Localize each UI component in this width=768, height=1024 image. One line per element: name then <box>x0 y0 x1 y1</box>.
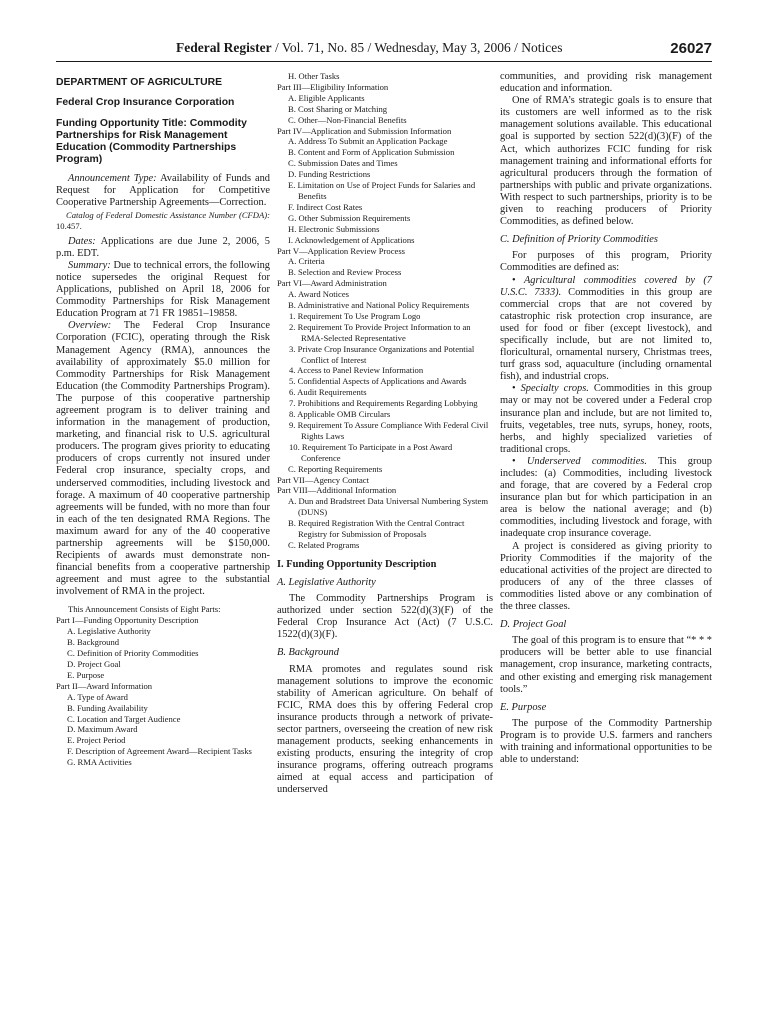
bullet-agricultural-text: Commodities in this group are commercial crops that are not covered by catastrophic risk protection crop insurance, are used for food or fiber (except livestock), and specifically include, but are not limited to, floricultural, ornamental nursery, Christmas trees, turf grass sod, aquaculture (including ornamental fish), and industrial crops. <box>500 286 712 383</box>
page-number: 26027 <box>670 40 712 57</box>
toc-entry: H. Electronic Submissions <box>288 223 380 234</box>
toc-entry: Part V—Application Review Process <box>277 245 406 256</box>
catalog-text: 10.457. <box>56 220 82 231</box>
toc-entry: E. Purpose <box>67 669 105 680</box>
subsection-heading-d: D. Project Goal <box>500 619 567 631</box>
toc-entry: A. Dun and Bradstreet Data Universal Numbering System (DUNS) <box>288 496 488 518</box>
toc-entry: 2. Requirement To Provide Project Information to an RMA-Selected Representative <box>289 321 471 343</box>
toc-entry: 4. Access to Panel Review Information <box>289 365 424 376</box>
toc-entry: 3. Private Crop Insurance Organizations and Potential Conflict of Interest <box>289 343 475 365</box>
subsection-heading-b: B. Background <box>277 647 339 659</box>
toc-entry: 10. Requirement To Participate in a Post Award Conference <box>289 441 453 463</box>
priority-criteria-paragraph: A project is considered as giving priority to Priority Commodities if the majority of the educational activities of the project are directed to producers of any of the three classes of commodities listed above or any combination of the three classes. <box>500 540 712 613</box>
dates-label: Dates: <box>68 235 96 247</box>
column-2 <box>277 71 493 797</box>
toc-entry: H. Other Tasks <box>288 71 340 81</box>
overview-paragraph <box>56 320 270 598</box>
column-3 <box>500 71 712 766</box>
toc-entry: B. Background <box>67 637 120 648</box>
legislative-authority-text: The Commodity Partnerships Program is authorized under section 522(d)(3)(F) of the Federal Crop Insurance Act (Act) (7 U.S.C. 1522(d)(3)(F). <box>277 593 493 641</box>
overview-text: The Federal Crop Insurance Corporation (FCIC), operating through the Risk Management Agency (RMA), announces the availability of approximately $5.0 million for Commodity Partnerships for Risk Management Education (the Commodity Partnerships Program). The purpose of this cooperative partnership agreement program is to deliver training and information in the management of production, marketing, and financial risk to U.S. agricultural producers. The program gives priority to educating producers of crops currently not insured under Federal crop insurance, specialty crops, and underserved commodities, including livestock and forage. A maximum of 40 cooperative partnership agreements will be funded, with no more than four in each of the ten designated RMA Regions. The maximum award for any of the 40 cooperative partnership agreements will be $150,000. Recipients of awards must demonstrate non-financial benefits from a cooperative partnership agreement and must agree to the substantial involvement of RMA in the project. <box>56 320 270 598</box>
toc-entry: B. Selection and Review Process <box>288 267 402 278</box>
publication-name: Federal Register <box>176 40 272 55</box>
toc-entry: Part VII—Agency Contact <box>277 474 369 485</box>
toc-entry: G. Other Submission Requirements <box>288 212 411 223</box>
issue-info: / Vol. 71, No. 85 / Wednesday, May 3, 2006 / Notices <box>271 40 563 55</box>
project-goal-text: The goal of this program is to ensure that “* * * producers will be better able to use financial management, crop insurance, marketing contracts, and other existing and emerging risk management tools.” <box>500 635 712 695</box>
toc-entry: Part I—Funding Opportunity Description <box>56 615 199 626</box>
background-continued: communities, and providing risk management education and information. <box>500 71 712 95</box>
toc-entry: C. Submission Dates and Times <box>288 158 398 169</box>
toc-entry: A. Criteria <box>288 256 325 267</box>
toc-entry: A. Legislative Authority <box>67 626 151 637</box>
overview-label: Overview: <box>68 320 112 332</box>
bullet-underserved: • Underserved commodities. This group includes: (a) Commodities, including livestock and forage, that are covered by a Federal crop insurance plan but for which participation in an area is below the national average; and (b) commodities, including livestock and forage, with inadequate crop insurance coverage. <box>500 455 712 540</box>
announcement-label: Announcement Type: <box>68 172 157 184</box>
toc-entry: Part II—Award Information <box>56 680 153 691</box>
toc-entry: A. Type of Award <box>67 691 128 702</box>
toc-entry: B. Content and Form of Application Submission <box>288 147 455 158</box>
catalog-number <box>56 210 270 232</box>
bullet-agricultural: • Agricultural commodities covered by (7 U.S.C. 7333). Commodities in this group are commercial crops that are not covered by catastrophic risk protection crop insurance, are used for food or fiber (except livestock), and specifically include, but are not limited to, floricultural, ornamental nursery, Christmas trees, turf grass sod, aquaculture (including ornamental fish), and industrial crops. <box>500 274 712 383</box>
dates-text: Applications are due June 2, 2006, 5 p.m. EDT. <box>56 235 270 259</box>
toc-intro: This Announcement Consists of Eight Parts: <box>68 604 221 615</box>
toc-entry: 7. Prohibitions and Requirements Regarding Lobbying <box>289 398 478 409</box>
subsection-heading-a: A. Legislative Authority <box>277 576 376 588</box>
summary-text: Due to technical errors, the following notice supersedes the original Request for Applications, published on April 18, 2006 for Commodity Partnerships for Risk Management Education Program at 71 FR 19851–19858. <box>56 259 270 320</box>
bullet-agricultural-label: Agricultural commodities covered by (7 U.S.C. 7333). <box>500 274 712 298</box>
subsection-heading-c: C. Definition of Priority Commodities <box>500 234 658 246</box>
toc-entry: A. Eligible Applicants <box>288 92 365 103</box>
header-rule <box>56 61 712 62</box>
announcement-text: Availability of Funds and Request for Application for Competitive Cooperative Partnership Agreements—Correction. <box>56 172 270 208</box>
table-of-contents-2 <box>277 71 493 551</box>
page-header <box>56 40 712 58</box>
catalog-label: Catalog of Federal Domestic Assistance Number (CFDA): <box>66 210 270 221</box>
subsection-heading-e: E. Purpose <box>500 701 547 713</box>
purpose-text: The purpose of the Commodity Partnership Program is to provide U.S. farmers and ranchers with training and informational opportunities to be able to understand: <box>500 717 712 766</box>
toc-entry: 9. Requirement To Assure Compliance With Federal Civil Rights Laws <box>289 420 489 441</box>
column-1 <box>56 71 270 768</box>
toc-entry: 1. Requirement To Use Program Logo <box>289 310 421 321</box>
toc-entry: D. Project Goal <box>67 659 121 669</box>
bullet-underserved-text: This group includes: (a) Commodities, including livestock and forage, that are covered by a Federal crop insurance plan but for which participation in an area is below the national average; and (b) commodities, including livestock and forage, with inadequate crop insurance coverage. <box>500 455 712 540</box>
background-text: RMA promotes and regulates sound risk management solutions to improve the economic stability of American agriculture. On behalf of FCIC, RMA does this by offering Federal crop insurance products through a network of private-sector partners, overseeing the creation of new risk management products, seeking enhancements in existing products, ensuring the integrity of crop insurance programs, offering outreach programs aimed at equal access and participation of underserved <box>277 663 493 796</box>
toc-entry: C. Related Programs <box>288 539 360 550</box>
summary-paragraph <box>56 260 270 320</box>
toc-entry: C. Definition of Priority Commodities <box>67 648 199 659</box>
section-heading: I. Funding Opportunity Description <box>277 558 437 570</box>
toc-entry: Part VIII—Additional Information <box>277 485 397 496</box>
toc-entry: F. Description of Agreement Award—Recipient Tasks <box>67 746 252 757</box>
toc-entry: I. Acknowledgement of Applications <box>288 234 415 245</box>
department-heading: DEPARTMENT OF AGRICULTURE <box>56 77 223 88</box>
bullet-underserved-label: Underserved commodities. <box>526 455 647 467</box>
toc-entry: 5. Confidential Aspects of Applications and Awards <box>289 376 467 387</box>
dates-paragraph <box>56 236 270 260</box>
notice-title: Funding Opportunity Title: Commodity Partnerships for Risk Management Education (Commodity Partnerships Program) <box>56 117 247 166</box>
priority-definition-text: For purposes of this program, Priority Commodities are defined as: <box>500 250 712 274</box>
strategic-goal-paragraph: One of RMA’s strategic goals is to ensure that its customers are well informed as to the risk management solutions available. This educational goal is supported by section 522(d)(3)(F) of the Act, which authorizes FCIC funding for risk management training and informational efforts for agricultural producers through the formation of partnerships with public and private organizations. With respect to such partnerships, priority is to be given to reaching producers of Priority Commodities, as defined below. <box>500 95 712 228</box>
toc-entry: Part IV—Application and Submission Information <box>277 125 452 136</box>
toc-entry: E. Limitation on Use of Project Funds for Salaries and Benefits <box>288 180 476 201</box>
bullet-specialty: • Specialty crops. Commodities in this group may or may not be covered under a Federal crop insurance plan and include, but are not limited to, fruits, vegetables, tree nuts, syrups, honey, roots, herbs, and highly specialized varieties of traditional crops. <box>500 383 712 455</box>
toc-entry: B. Administrative and National Policy Requirements <box>288 300 470 311</box>
toc-entry: G. RMA Activities <box>67 757 132 768</box>
toc-entry: B. Funding Availability <box>67 702 148 713</box>
summary-label: Summary: <box>68 259 111 271</box>
toc-entry: A. Address To Submit an Application Package <box>288 136 448 147</box>
toc-entry: A. Award Notices <box>288 289 350 300</box>
running-head <box>176 40 563 56</box>
toc-entry: 6. Audit Requirements <box>289 387 367 398</box>
toc-entry: C. Other—Non-Financial Benefits <box>288 114 407 125</box>
toc-entry: C. Location and Target Audience <box>67 713 181 724</box>
toc-entry: D. Maximum Award <box>67 724 138 735</box>
toc-entry: C. Reporting Requirements <box>288 463 383 474</box>
agency-heading: Federal Crop Insurance Corporation <box>56 97 235 109</box>
toc-entry: E. Project Period <box>67 735 126 746</box>
toc-entry: B. Required Registration With the Central Contract Registry for Submission of Proposals <box>288 518 465 540</box>
toc-entry: B. Cost Sharing or Matching <box>288 103 388 114</box>
bullet-specialty-text: Commodities in this group may or may not be covered under a Federal crop insurance plan and include, but are not limited to, fruits, vegetables, tree nuts, syrups, honey, roots, herbs, and highly specialized varieties of traditional crops. <box>500 383 712 455</box>
toc-entry: F. Indirect Cost Rates <box>288 201 363 212</box>
toc-entry: Part VI—Award Administration <box>277 278 387 289</box>
table-of-contents-1 <box>56 604 270 768</box>
toc-entry: Part III—Eligibility Information <box>277 81 389 92</box>
toc-entry: D. Funding Restrictions <box>288 169 371 180</box>
toc-entry: 8. Applicable OMB Circulars <box>289 409 391 420</box>
announcement-type <box>56 173 270 209</box>
bullet-specialty-label: Specialty crops. <box>520 383 589 395</box>
